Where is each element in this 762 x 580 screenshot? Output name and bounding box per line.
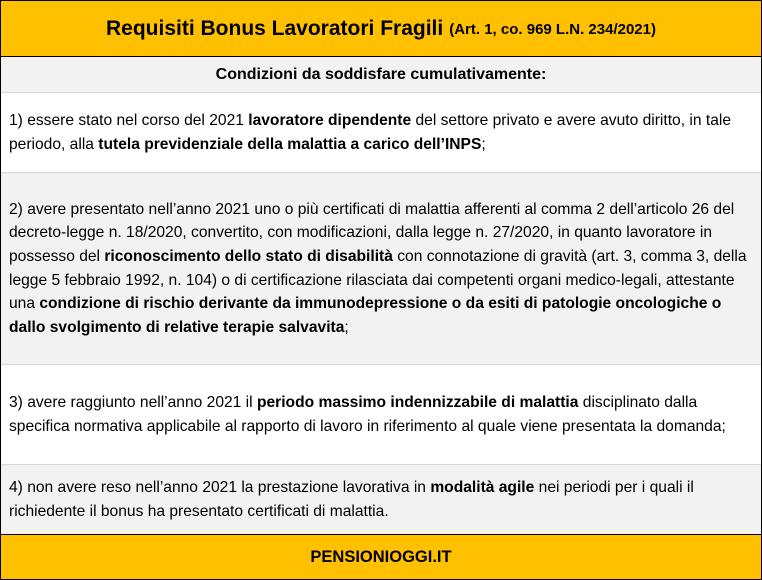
highlight: periodo massimo indennizzabile di malattia: [256, 393, 579, 411]
footer-brand: PENSIONIOGGI.IT: [1, 534, 761, 579]
law-reference: (Art. 1, co. 969 L.N. 234/2021): [449, 21, 656, 38]
condition-text: 1) essere stato nel corso del 2021 lavoratore dipendente del settore privato e avere avuto diritto, in tale periodo, alla tutela previdenziale della malattia a carico dell’INPS;: [9, 111, 732, 153]
subtitle: Condizioni da soddisfare cumulativamente:: [1, 57, 761, 93]
condition-row-3: [1, 364, 761, 464]
condition-text: 4) non avere reso nell’anno 2021 la prestazione lavorativa in modalità agile nei periodi per i quali il richiedente il bonus ha presentato certificati di malattia.: [9, 478, 694, 520]
condition-row-2: [1, 172, 761, 364]
title-bar: [1, 1, 761, 57]
highlight: tutela previdenziale della malattia a carico dell’INPS: [98, 135, 482, 153]
condition-text: 2) avere presentato nell’anno 2021 uno o più certificati di malattia afferenti al comma 2 dell’articolo 26 del decreto-legge n. 18/2020, convertito, con modificazioni, dalla legge n. 27/2020, in quanto lavoratore in possesso del riconoscimento dello stato di disabilità con connotazione di gravità (art. 3, comma 3, della legge 5 febbraio 1992, n. 104) o di certificazione rilasciata dai competenti organi medico-legali, attestante una condizione di rischio derivante da immunodepressione o da esiti di patologie oncologiche o dallo svolgimento di relative terapie salvavita;: [9, 200, 747, 336]
condition-row-4: [1, 464, 761, 534]
highlight: condizione di rischio derivante da immunodepressione o da esiti di patologie oncologiche o dallo svolgimento di relative terapie salvavita: [9, 295, 722, 336]
condition-text: 3) avere raggiunto nell’anno 2021 il periodo massimo indennizzabile di malattia disciplinato dalla specifica normativa applicabile al rapporto di lavoro in riferimento al quale viene presentata la domanda;: [9, 393, 726, 435]
highlight: lavoratore dipendente: [248, 111, 412, 129]
highlight: riconoscimento dello stato di disabilità: [104, 247, 393, 265]
page-title: Requisiti Bonus Lavoratori Fragili: [106, 16, 444, 40]
condition-row-1: [1, 93, 761, 172]
highlight: modalità agile: [430, 478, 535, 496]
